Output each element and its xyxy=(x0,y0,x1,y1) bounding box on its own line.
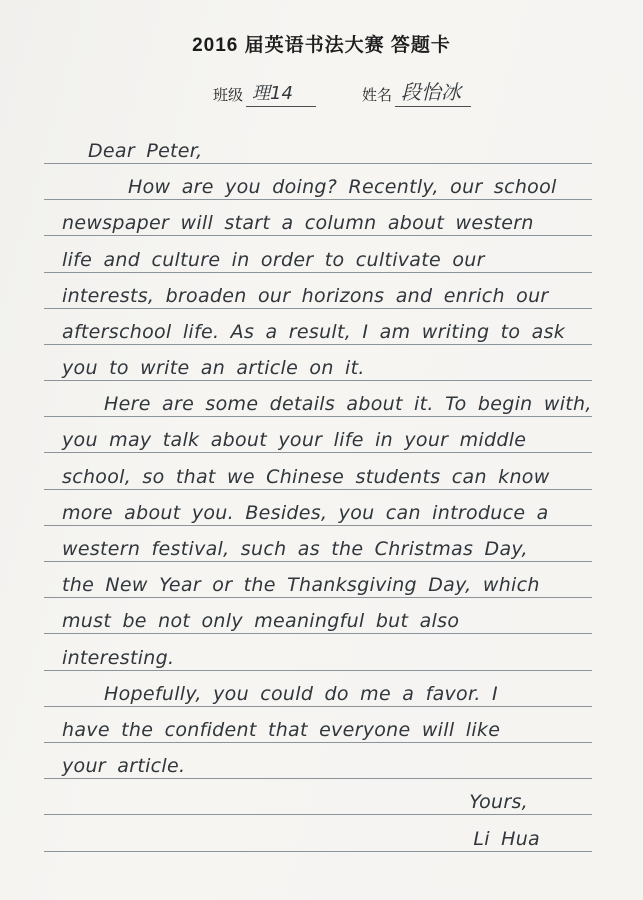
class-value: 理14 xyxy=(246,79,316,107)
letter-line: How are you doing? Recently, our school xyxy=(44,164,592,200)
letter-line: interests, broaden our horizons and enrich our xyxy=(44,273,592,309)
letter-line: you may talk about your life in your middle xyxy=(44,417,592,453)
letter-line: newspaper will start a column about western xyxy=(44,200,592,236)
letter-line: school, so that we Chinese students can know xyxy=(44,453,592,489)
letter-line: your article. xyxy=(44,743,592,779)
letter-line: more about you. Besides, you can introduce a xyxy=(44,490,592,526)
letter-line: have the confident that everyone will like xyxy=(44,707,592,743)
letter-line: life and culture in order to cultivate our xyxy=(44,236,592,272)
name-label: 姓名 xyxy=(362,87,393,104)
letter-line: afterschool life. As a result, I am writing to ask xyxy=(44,309,592,345)
letter-line: Here are some details about it. To begin with, xyxy=(44,381,592,417)
letter-line-closing: Yours, xyxy=(44,779,592,815)
student-info-row xyxy=(213,76,471,107)
letter-line: Hopefully, you could do me a favor. I xyxy=(44,671,592,707)
letter-line: you to write an article on it. xyxy=(44,345,592,381)
letter-line: Dear Peter, xyxy=(44,128,592,164)
page-title: 2016 届英语书法大赛 答题卡 xyxy=(192,35,451,56)
letter-line: western festival, such as the Christmas Day, xyxy=(44,526,592,562)
letter-line: must be not only meaningful but also xyxy=(44,598,592,634)
class-label: 班级 xyxy=(213,87,244,104)
letter-line: interesting. xyxy=(44,634,592,670)
letter-body xyxy=(44,128,592,852)
letter-line: the New Year or the Thanksgiving Day, which xyxy=(44,562,592,598)
name-value: 段怡冰 xyxy=(395,76,471,107)
letter-line-signature: Li Hua xyxy=(44,815,592,851)
